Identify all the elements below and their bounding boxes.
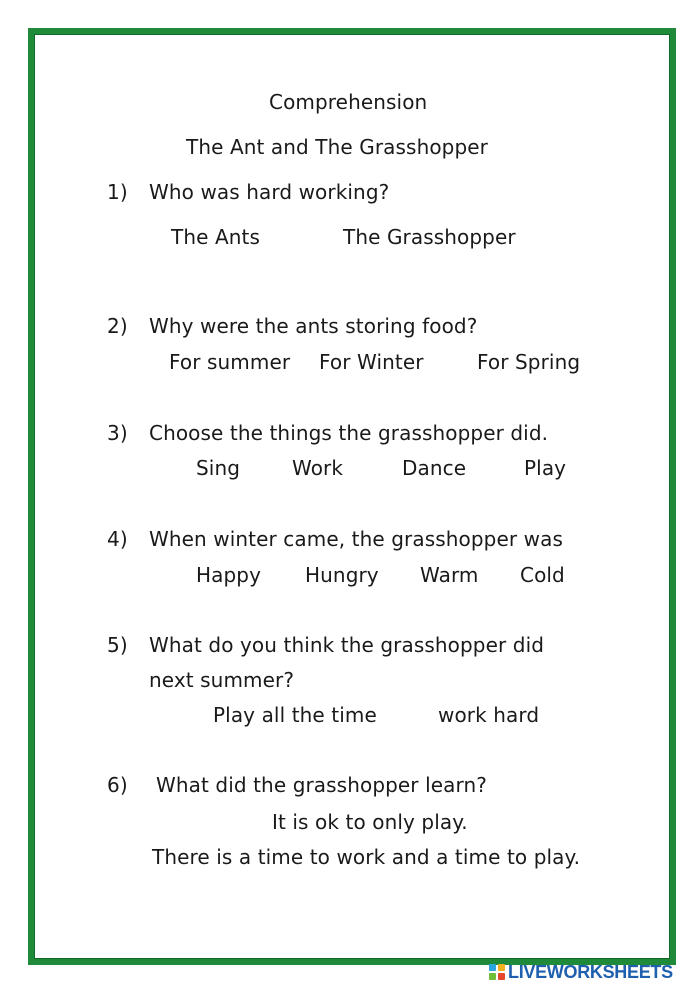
worksheet-heading: Comprehension — [269, 90, 428, 114]
question-number: 1) — [107, 180, 128, 204]
answer-option[interactable]: Warm — [420, 563, 479, 587]
answer-option[interactable]: There is a time to work and a time to play. — [152, 845, 581, 869]
question-text: Who was hard working? — [149, 180, 390, 204]
liveworksheets-logo-icon — [489, 964, 506, 981]
question-text: Choose the things the grasshopper did. — [149, 421, 549, 445]
answer-option[interactable]: Hungry — [305, 563, 379, 587]
answer-option[interactable]: work hard — [438, 703, 540, 727]
question-number: 3) — [107, 421, 128, 445]
answer-option[interactable]: For summer — [169, 350, 291, 374]
question-text: Why were the ants storing food? — [149, 314, 478, 338]
answer-option[interactable]: For Spring — [477, 350, 581, 374]
question-text-line2: next summer? — [149, 668, 295, 692]
logo-text: LIVEWORKSHEETS — [508, 962, 673, 982]
question-text: What did the grasshopper learn? — [156, 773, 487, 797]
story-title: The Ant and The Grasshopper — [186, 135, 488, 159]
answer-option[interactable]: Happy — [196, 563, 262, 587]
answer-option[interactable]: Play all the time — [213, 703, 377, 727]
answer-option[interactable]: Work — [292, 456, 344, 480]
answer-option[interactable]: Play — [524, 456, 567, 480]
answer-option[interactable]: The Ants — [171, 225, 260, 249]
question-text: When winter came, the grasshopper was — [149, 527, 563, 551]
answer-option[interactable]: Cold — [520, 563, 565, 587]
question-number: 6) — [107, 773, 128, 797]
question-number: 4) — [107, 527, 128, 551]
liveworksheets-logo — [489, 963, 673, 981]
question-number: 2) — [107, 314, 128, 338]
question-text: What do you think the grasshopper did — [149, 633, 545, 657]
answer-option[interactable]: The Grasshopper — [343, 225, 516, 249]
answer-option[interactable]: It is ok to only play. — [272, 810, 468, 834]
answer-option[interactable]: Dance — [402, 456, 467, 480]
answer-option[interactable]: For Winter — [319, 350, 424, 374]
answer-option[interactable]: Sing — [196, 456, 241, 480]
question-number: 5) — [107, 633, 128, 657]
